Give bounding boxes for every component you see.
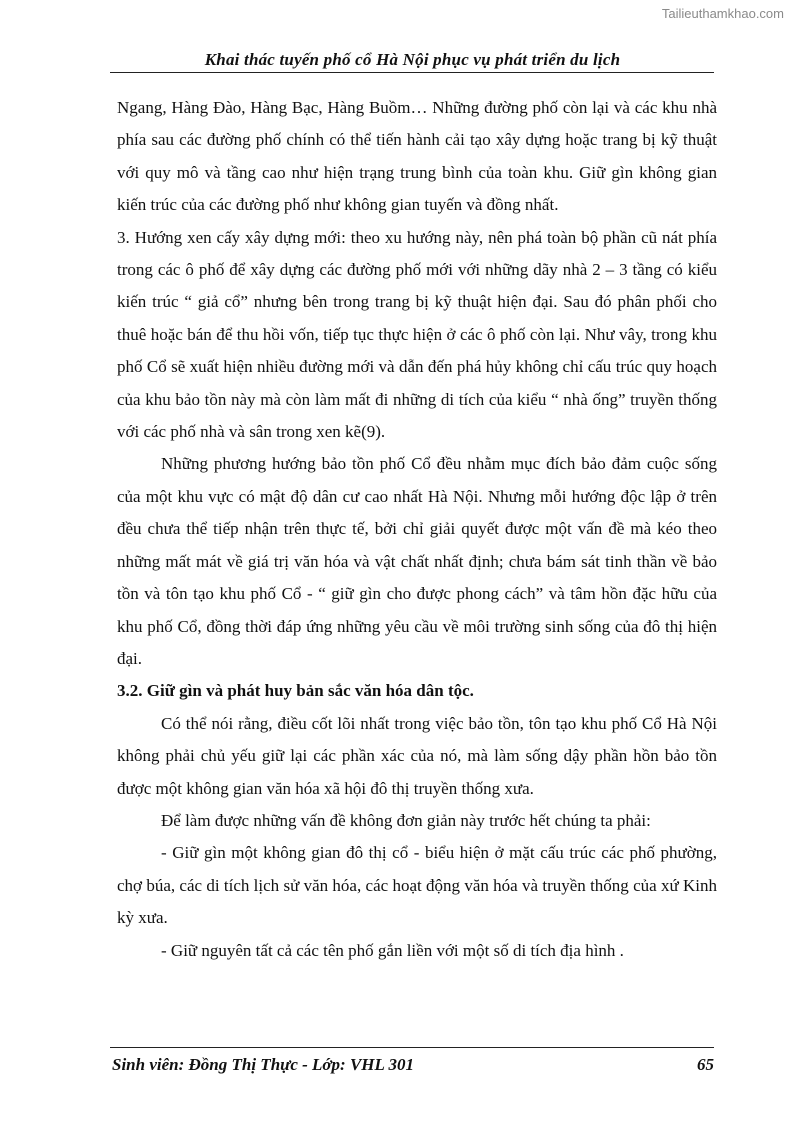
header-divider xyxy=(110,72,714,73)
paragraph-item-3: 3. Hướng xen cấy xây dựng mới: theo xu hướng này, nên phá toàn bộ phần cũ nát phía trong các ô phố để xây dựng các đường phố mới với những dãy nhà 2 – 3 tầng có kiểu kiến trúc “ giả cổ” nhưng bên trong trang bị kỹ thuật hiện đại. Sau đó phân phối cho thuê hoặc bán để thu hồi vốn, tiếp tục thực hiện ở các ô phố còn lại. Như vây, trong khu phố Cổ sẽ xuất hiện nhiều đường mới và dẫn đến phá hủy không chỉ cấu trúc quy hoạch của khu bảo tồn này mà còn làm mất đi những di tích của kiểu “ nhà ống” truyền thống với các phố nhà và sân trong xen kẽ(9). xyxy=(117,227,717,442)
footer-divider xyxy=(110,1047,714,1048)
running-header: Khai thác tuyến phố cổ Hà Nội phục vụ phát triển du lịch xyxy=(204,50,621,69)
list-item-urban-space: - Giữ gìn một không gian đô thị cổ - biểu hiện ở mặt cấu trúc các phố phường, chợ búa, các di tích lịch sử văn hóa, các hoạt động văn hóa và truyền thống của xứ Kinh kỳ xưa. xyxy=(117,843,717,928)
page-body xyxy=(117,92,717,967)
page-number: 65 xyxy=(697,1055,714,1074)
paragraph-intro-list: Để làm được những vấn đề không đơn giản này trước hết chúng ta phải: xyxy=(161,810,651,830)
paragraph-conservation-directions: Những phương hướng bảo tồn phố Cổ đều nhằm mục đích bảo đảm cuộc sống của một khu vực có mật độ dân cư cao nhất Hà Nội. Nhưng mỗi hướng độc lập ở trên đều chưa thể tiếp nhận trên thực tế, bởi chỉ giải quyết được một vấn đề mà kéo theo những mất mát về giá trị văn hóa và vật chất nhất định; chưa bám sát tinh thần về bảo tồn và tôn tạo khu phố Cổ - “ giữ gìn cho được phong cách” và tâm hồn đặc hữu của khu phố Cổ, đồng thời đáp ứng những yêu cầu về môi trường sinh sống của đô thị hiện đại. xyxy=(117,454,717,668)
watermark-text: Tailieuthamkhao.com xyxy=(661,6,784,21)
footer-author: Sinh viên: Đồng Thị Thực - Lớp: VHL 301 xyxy=(112,1055,415,1074)
paragraph-core-idea: Có thể nói rằng, điều cốt lõi nhất trong việc bảo tồn, tôn tạo khu phố Cổ Hà Nội không phải chủ yếu giữ lại các phần xác của nó, mà làm sống dậy phần hồn bảo tồn được một không gian văn hóa xã hội đô thị truyền thống xưa. xyxy=(117,713,717,798)
paragraph-continued: Ngang, Hàng Đào, Hàng Bạc, Hàng Buồm… Những đường phố còn lại và các khu nhà phía sau các đường phố chính có thể tiến hành cải tạo xây dựng hoặc trang bị kỹ thuật với quy mô và tầng cao như hiện trạng trung bình của toàn khu. Giữ gìn không gian kiến trúc của các đường phố như không gian tuyến và đồng nhất. xyxy=(117,98,717,215)
list-item-street-names: - Giữ nguyên tất cả các tên phố gắn liền với một số di tích địa hình . xyxy=(161,940,624,960)
section-heading: 3.2. Giữ gìn và phát huy bản sắc văn hóa dân tộc. xyxy=(117,681,474,701)
